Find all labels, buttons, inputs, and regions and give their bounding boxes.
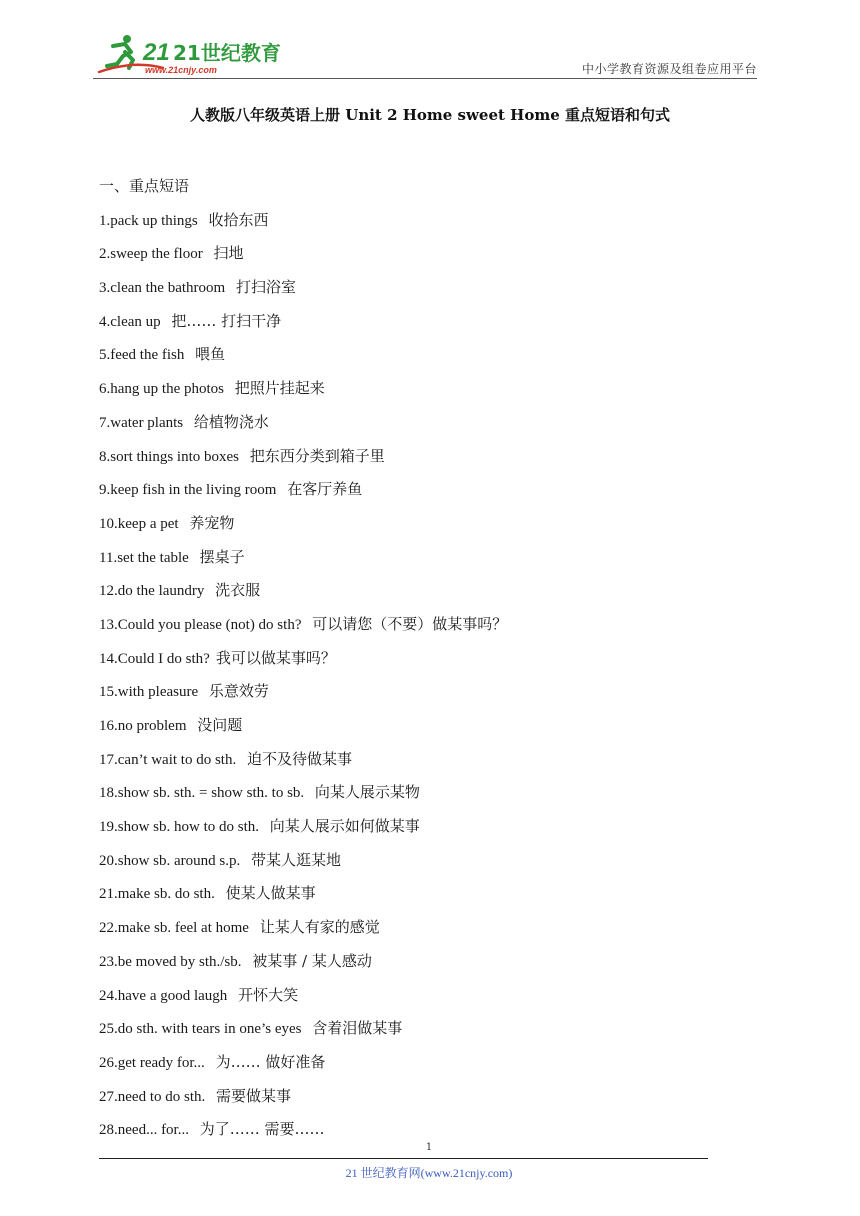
phrase-english: 7.water plants bbox=[99, 414, 184, 431]
phrase-chinese: 让某人有家的感觉 bbox=[254, 918, 380, 937]
phrase-english: 26.get ready for... bbox=[99, 1054, 205, 1071]
page-number: 1 bbox=[425, 1142, 433, 1153]
phrase-english: 23.be moved by sth./sb. bbox=[99, 953, 242, 970]
phrase-item bbox=[99, 776, 739, 810]
page-header bbox=[93, 30, 757, 80]
phrase-english: 14.Could I do sth? bbox=[99, 650, 210, 667]
phrase-item bbox=[99, 305, 739, 339]
phrase-chinese: 在客厅养鱼 bbox=[282, 480, 363, 499]
logo-url: www.21cnjy.com bbox=[145, 65, 217, 75]
phrase-english: 1.pack up things bbox=[99, 212, 198, 229]
phrase-item bbox=[99, 440, 739, 474]
header-divider bbox=[93, 78, 757, 79]
phrase-chinese: 洗衣服 bbox=[210, 581, 261, 600]
phrase-english: 3.clean the bathroom bbox=[99, 280, 226, 297]
phrase-chinese: 为了…… 需要…… bbox=[194, 1120, 325, 1139]
phrase-item bbox=[99, 709, 739, 743]
phrase-chinese: 养宠物 bbox=[184, 513, 235, 532]
phrase-item bbox=[99, 338, 739, 372]
phrase-chinese: 我可以做某事吗？ bbox=[215, 648, 336, 667]
phrase-chinese: 为…… 做好准备 bbox=[210, 1052, 326, 1071]
phrase-english: 10.keep a pet bbox=[99, 515, 179, 532]
phrase-item bbox=[99, 541, 739, 575]
phrase-chinese: 开怀大笑 bbox=[233, 985, 299, 1004]
phrase-item bbox=[99, 473, 739, 507]
phrase-chinese: 向某人展示某物 bbox=[310, 783, 420, 802]
phrase-chinese: 扫地 bbox=[208, 244, 244, 263]
phrase-english: 17.can’t wait to do sth. bbox=[99, 751, 237, 768]
document-body bbox=[99, 170, 739, 1147]
phrase-chinese: 摆桌子 bbox=[194, 547, 245, 566]
phrase-chinese: 需要做某事 bbox=[211, 1086, 292, 1105]
phrase-english: 11.set the table bbox=[99, 549, 189, 566]
phrase-item bbox=[99, 911, 739, 945]
phrase-english: 27.need to do sth. bbox=[99, 1088, 206, 1105]
phrase-item bbox=[99, 237, 739, 271]
phrase-chinese: 没问题 bbox=[192, 716, 243, 734]
phrase-item bbox=[99, 642, 739, 676]
phrase-item bbox=[99, 675, 739, 709]
phrase-english: 8.sort things into boxes bbox=[99, 448, 240, 465]
platform-tagline: 中小学教育资源及组卷应用平台 bbox=[581, 62, 757, 76]
phrase-chinese: 收拾东西 bbox=[203, 210, 269, 229]
phrase-english: 19.show sb. how to do sth. bbox=[99, 819, 260, 836]
phrase-english: 24.have a good laugh bbox=[99, 987, 228, 1004]
phrase-english: 15.with pleasure bbox=[99, 684, 199, 701]
document-title: 人教版八年级英语上册 Unit 2 Home sweet Home 重点短语和句式 bbox=[190, 106, 670, 124]
svg-text:21: 21 bbox=[143, 39, 170, 66]
phrase-english: 21.make sb. do sth. bbox=[99, 886, 215, 903]
phrase-chinese: 可以请您（不要）做某事吗？ bbox=[307, 614, 508, 633]
phrase-english: 2.sweep the floor bbox=[99, 246, 203, 263]
phrase-item bbox=[99, 1012, 739, 1046]
phrase-item bbox=[99, 406, 739, 440]
phrase-english: 18.show sb. sth. = show sth. to sb. bbox=[99, 785, 305, 802]
phrase-english: 4.clean up bbox=[99, 313, 161, 330]
phrase-english: 6.hang up the photos bbox=[99, 381, 224, 398]
section-heading: 一、重点短语 bbox=[99, 177, 190, 195]
phrase-item bbox=[99, 1046, 739, 1080]
phrase-item bbox=[99, 204, 739, 238]
phrase-chinese: 喂鱼 bbox=[190, 345, 226, 364]
logo-text: 21世纪教育 bbox=[173, 41, 281, 65]
phrase-chinese: 迫不及待做某事 bbox=[242, 749, 352, 768]
phrase-item bbox=[99, 945, 739, 979]
phrase-item bbox=[99, 844, 739, 878]
phrase-chinese: 向某人展示如何做某事 bbox=[265, 817, 420, 836]
phrase-item bbox=[99, 743, 739, 777]
phrase-item bbox=[99, 372, 739, 406]
phrase-item bbox=[99, 574, 739, 608]
phrase-item bbox=[99, 979, 739, 1013]
phrase-english: 5.feed the fish bbox=[99, 347, 185, 364]
phrase-chinese: 被某事 / 某人感动 bbox=[247, 951, 372, 970]
phrase-chinese: 把东西分类到箱子里 bbox=[245, 446, 385, 465]
phrase-chinese: 把…… 打扫干净 bbox=[166, 311, 282, 330]
footer-site-link[interactable]: 21 世纪教育网(www.21cnjy.com) bbox=[345, 1166, 513, 1180]
phrase-english: 12.do the laundry bbox=[99, 583, 205, 600]
phrase-chinese: 给植物浇水 bbox=[189, 412, 269, 431]
phrase-english: 13.Could you please (not) do sth? bbox=[99, 616, 302, 633]
phrase-english: 25.do sth. with tears in one’s eyes bbox=[99, 1021, 302, 1038]
phrase-item bbox=[99, 1080, 739, 1114]
phrase-chinese: 打扫浴室 bbox=[231, 278, 296, 297]
phrase-english: 22.make sb. feel at home bbox=[99, 920, 249, 937]
phrase-chinese: 乐意效劳 bbox=[204, 682, 269, 701]
phrase-chinese: 把照片挂起来 bbox=[230, 379, 325, 398]
phrase-english: 9.keep fish in the living room bbox=[99, 482, 277, 499]
phrase-list bbox=[99, 204, 739, 1147]
phrase-item bbox=[99, 608, 739, 642]
phrase-english: 20.show sb. around s.p. bbox=[99, 852, 241, 869]
phrase-item bbox=[99, 810, 739, 844]
phrase-item bbox=[99, 877, 739, 911]
phrase-english: 28.need... for... bbox=[99, 1122, 189, 1139]
phrase-chinese: 含着泪做某事 bbox=[307, 1019, 403, 1038]
phrase-chinese: 带某人逛某地 bbox=[246, 850, 342, 869]
phrase-chinese: 使某人做某事 bbox=[220, 884, 316, 903]
21cnjy-logo bbox=[93, 30, 281, 78]
phrase-item bbox=[99, 507, 739, 541]
phrase-english: 16.no problem bbox=[99, 718, 187, 734]
phrase-item bbox=[99, 271, 739, 305]
footer-divider bbox=[99, 1158, 708, 1159]
